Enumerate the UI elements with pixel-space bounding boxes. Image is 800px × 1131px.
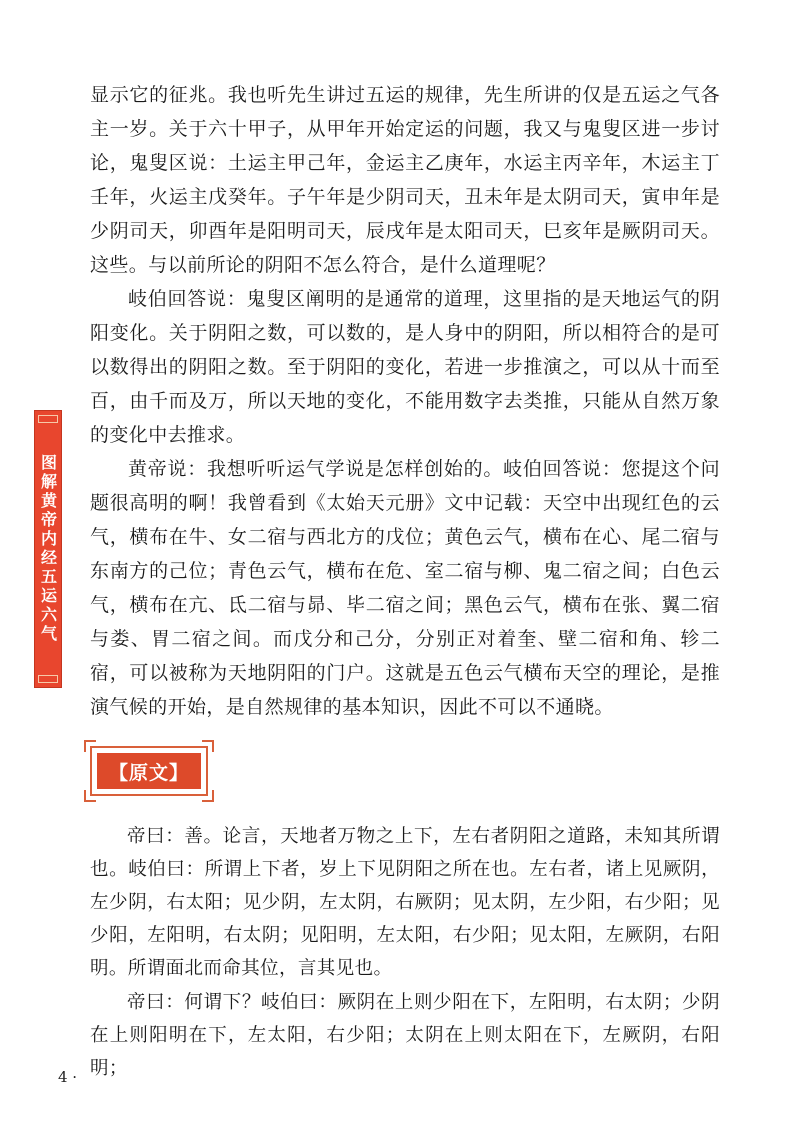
translation-paragraph-3: 黄帝说：我想听听运气学说是怎样创始的。岐伯回答说：您提这个问题很高明的啊！我曾看到《太始天元册》文中记载：天空中出现红色的云气，横布在牛、女二宿与西北方的戊位；黄色云气，横布在心、尾二宿与东南方的己位；青色云气，横布在危、室二宿与柳、鬼二宿之间；白色云气，横布在亢、氐二宿与昴、毕二宿之间；黑色云气，横布在张、翼二宿与娄、胃二宿之间。而戊分和己分，分别正对着奎、壁二宿和角、轸二宿，可以被称为天地阴阳的门户。这就是五色云气横布天空的理论，是推演气候的开始，是自然规律的基本知识，因此不可以不通晓。 — [90, 458, 720, 718]
translation-paragraph-1: 显示它的征兆。我也听先生讲过五运的规律，先生所讲的仅是五运之气各主一岁。关于六十甲子，从甲年开始定运的问题，我又与鬼叟区进一步讨论，鬼叟区说：土运主甲己年，金运主乙庚年，水运主丙辛年，木运主丁壬年，火运主戊癸年。子午年是少阴司天，丑未年是太阴司天，寅申年是少阴司天，卯酉年是阳明司天，辰戌年是太阳司天，巳亥年是厥阴司天。这些。与以前所论的阴阳不怎么符合，是什么道理呢？ — [90, 84, 720, 276]
translation-paragraph-2: 岐伯回答说：鬼叟区阐明的是通常的道理，这里指的是天地运气的阴阳变化。关于阴阳之数，可以数的，是人身中的阴阳，所以相符合的是可以数得出的阴阳之数。至于阴阳的变化，若进一步推演之，可以从十而至百，由千而及万，所以天地的变化，不能用数字去类推，只能从自然万象的变化中去推求。 — [90, 288, 720, 446]
page-number: 4 · — [58, 1068, 78, 1086]
badge-corner-ornament — [84, 740, 96, 752]
section-header-original-text — [90, 746, 208, 796]
original-text-paragraph-2: 帝曰：何谓下？岐伯曰：厥阴在上则少阳在下，左阳明，右太阴；少阴在上则阳明在下，左太阳，右少阳；太阴在上则太阳在下，左厥阴，右阳明； — [90, 992, 720, 1079]
badge-corner-ornament — [202, 740, 214, 752]
badge-corner-ornament — [202, 790, 214, 802]
running-title-text: 图解黄帝内经五运六气 — [38, 454, 58, 644]
original-text-paragraph-1: 帝曰：善。论言，天地者万物之上下，左右者阴阳之道路，未知其所谓也。岐伯曰：所谓上下者，岁上下见阴阳之所在也。左右者，诸上见厥阴，左少阴，右太阳；见少阴，左太阴，右厥阴；见太阴，左少阳，右少阳；见少阳，左阳明，右太阴；见阳明，左太阳，右少阳；见太阳，左厥阴，右阳明。所谓面北而命其位，言其见也。 — [90, 826, 720, 979]
running-title-tab — [34, 410, 62, 688]
section-header-label: 【原文】 — [97, 753, 201, 789]
badge-corner-ornament — [84, 790, 96, 802]
